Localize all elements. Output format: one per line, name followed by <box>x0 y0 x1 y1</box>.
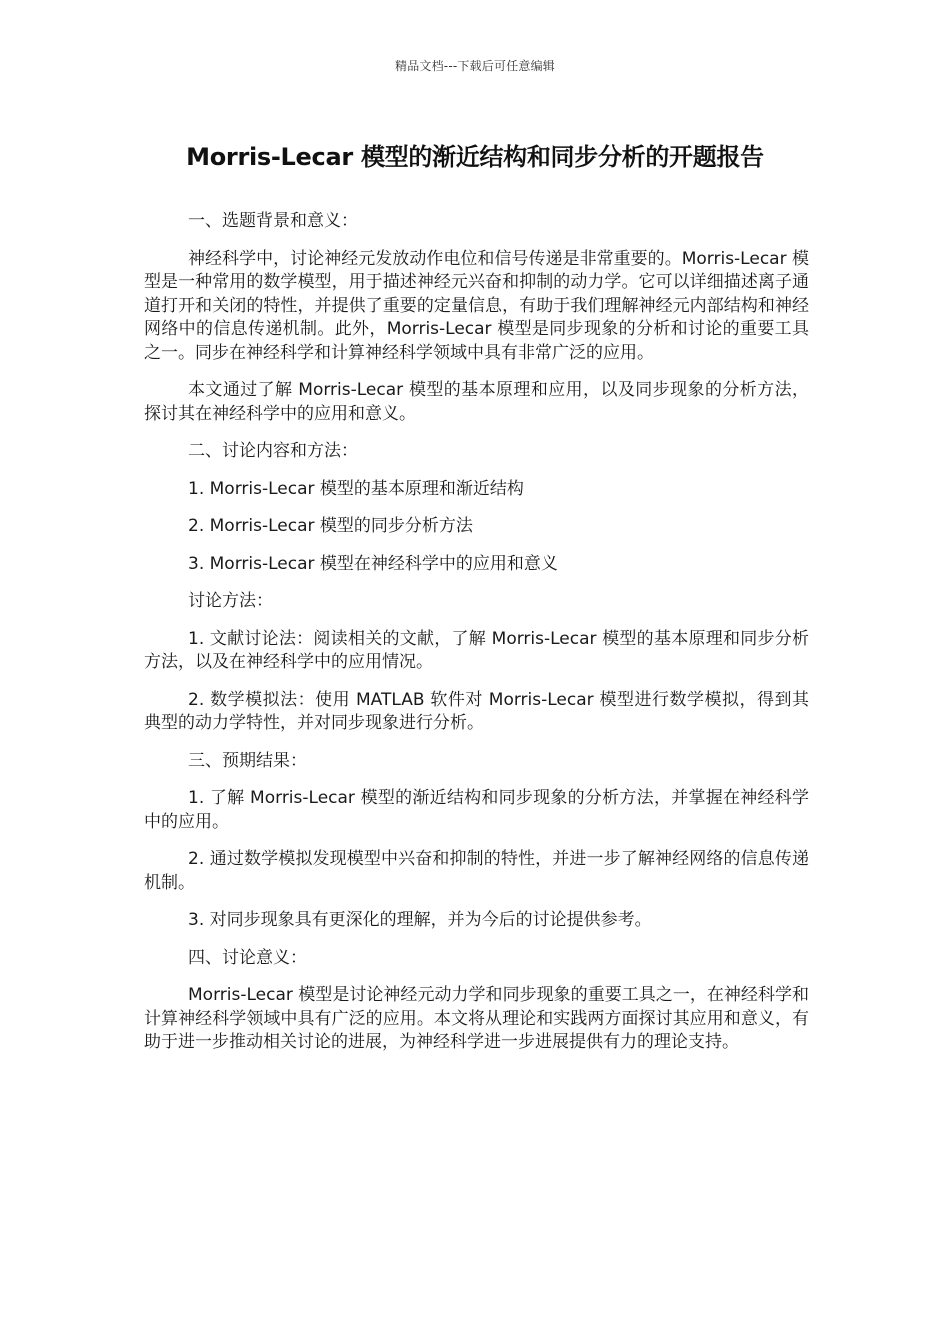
content-item-1: 1. Morris-Lecar 模型的基本原理和渐近结构 <box>188 478 524 499</box>
header-note: 精品文档---下载后可任意编辑 <box>395 59 555 73</box>
content-item-2: 2. Morris-Lecar 模型的同步分析方法 <box>188 516 473 536</box>
section-heading-content-methods: 二、讨论内容和方法： <box>188 441 358 461</box>
method-item-1: 1. 文献讨论法：阅读相关的文献，了解 Morris-Lecar 模型的基本原理和同步分析方法，以及在神经科学中的应用情况。 <box>144 628 809 672</box>
result-item-2: 2. 通过数学模拟发现模型中兴奋和抑制的特性，并进一步了解神经网络的信息传递机制。 <box>144 849 809 893</box>
methods-heading: 讨论方法： <box>188 591 273 611</box>
document-title: Morris-Lecar 模型的渐近结构和同步分析的开题报告 <box>186 143 764 171</box>
result-item-1: 1. 了解 Morris-Lecar 模型的渐近结构和同步现象的分析方法，并掌握在神经科学中的应用。 <box>144 788 809 832</box>
section-heading-expected-results: 三、预期结果： <box>188 750 307 771</box>
result-item-3: 3. 对同步现象具有更深化的理解，并为今后的讨论提供参考。 <box>188 910 652 930</box>
document-body <box>144 210 809 1069</box>
section-heading-background: 一、选题背景和意义： <box>188 211 358 231</box>
section-heading-significance: 四、讨论意义： <box>188 947 307 968</box>
content-item-3: 3. Morris-Lecar 模型在神经科学中的应用和意义 <box>188 553 558 574</box>
paragraph-purpose: 本文通过了解 Morris-Lecar 模型的基本原理和应用，以及同步现象的分析方法，探讨其在神经科学中的应用和意义。 <box>144 380 809 424</box>
paragraph-background: 神经科学中，讨论神经元发放动作电位和信号传递是非常重要的。Morris-Lecar 模型是一种常用的数学模型，用于描述神经元兴奋和抑制的动力学。它可以详细描述离子通道打开和关闭的特性，并提供了重要的定量信息，有助于我们理解神经元内部结构和神经网络中的信息传递机制。此外，Morris-Lecar 模型是同步现象的分析和讨论的重要工具之一。同步在神经科学和计算神经科学领域中具有非常广泛的应用。 <box>144 248 809 363</box>
method-item-2: 2. 数学模拟法：使用 MATLAB 软件对 Morris-Lecar 模型进行数学模拟，得到其典型的动力学特性，并对同步现象进行分析。 <box>144 689 809 733</box>
paragraph-significance: Morris-Lecar 模型是讨论神经元动力学和同步现象的重要工具之一，在神经科学和计算神经科学领域中具有广泛的应用。本文将从理论和实践两方面探讨其应用和意义，有助于进一步推动相关讨论的进展，为神经科学进一步进展提供有力的理论支持。 <box>144 985 809 1052</box>
